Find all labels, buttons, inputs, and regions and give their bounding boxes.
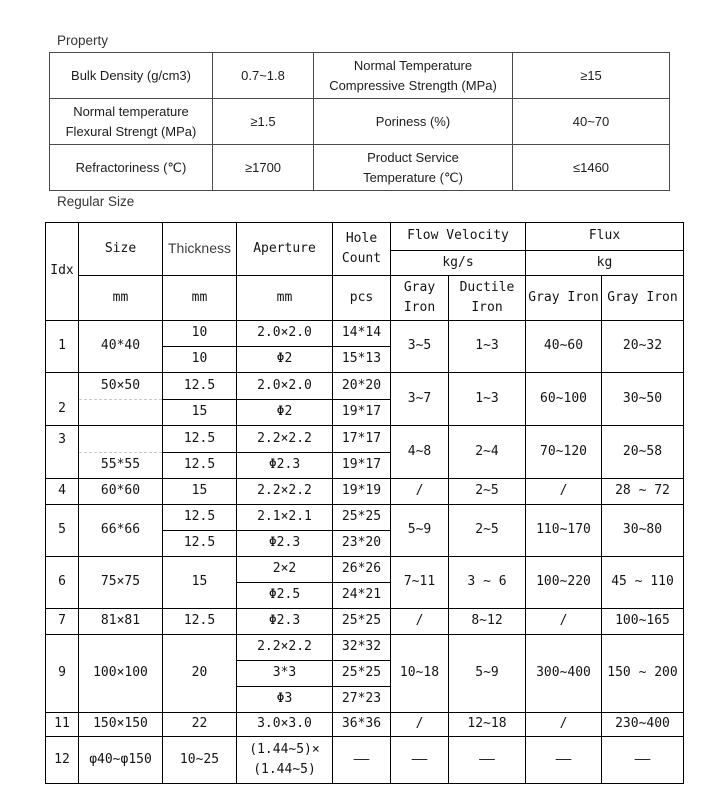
header-gray-iron: Gray Iron xyxy=(391,276,449,321)
cell-aperture-line: (1.44~5) xyxy=(253,762,316,777)
cell-flow-gray: —— xyxy=(391,737,449,784)
property-label: Refractoriness (℃) xyxy=(50,145,213,191)
cell-size: 60*60 xyxy=(79,479,163,505)
unit-mm: mm xyxy=(163,276,237,321)
header-flux: Flux xyxy=(526,223,684,251)
cell-size: 40*40 xyxy=(79,321,163,373)
cell-idx: 12 xyxy=(46,737,79,784)
cell-holes: 20*20 xyxy=(333,373,391,400)
header-aperture: Aperture xyxy=(237,223,333,276)
cell-aperture: 2.2×2.2 xyxy=(237,635,333,661)
property-label-line: Normal temperature xyxy=(73,104,189,119)
cell-flux-gray: / xyxy=(526,479,602,505)
cell-holes: 17*17 xyxy=(333,426,391,453)
header-thickness: Thickness xyxy=(163,223,237,276)
header-size: Size xyxy=(79,223,163,276)
cell-idx: 1 xyxy=(46,321,79,373)
cell-thickness: 12.5 xyxy=(163,531,237,557)
size-row-6 xyxy=(46,557,684,583)
cell-aperture: 2.0×2.0 xyxy=(237,321,333,347)
cell-holes: —— xyxy=(333,737,391,784)
cell-flux-gray2: 20~58 xyxy=(602,426,684,479)
cell-size: 66*66 xyxy=(79,505,163,557)
property-label xyxy=(50,99,213,145)
property-value: 40~70 xyxy=(513,99,670,145)
cell-holes: 19*17 xyxy=(333,399,391,426)
size-row-2 xyxy=(46,373,684,400)
cell-flux-gray2: —— xyxy=(602,737,684,784)
cell-holes: 23*20 xyxy=(333,531,391,557)
cell-aperture: Φ2.3 xyxy=(237,609,333,635)
cell-flux-gray2: 45 ~ 110 xyxy=(602,557,684,609)
cell-aperture: 2.0×2.0 xyxy=(237,373,333,400)
cell-size: 150×150 xyxy=(79,713,163,737)
property-value: ≥15 xyxy=(513,53,670,99)
property-table xyxy=(49,52,670,191)
cell-flux-gray: 40~60 xyxy=(526,321,602,373)
cell-size: 100×100 xyxy=(79,635,163,713)
cell-flow-gray: / xyxy=(391,713,449,737)
header-gray-iron: Gray Iron xyxy=(602,276,684,321)
cell-size: 81×81 xyxy=(79,609,163,635)
size-row-3 xyxy=(46,426,684,453)
header-gray-iron: Gray Iron xyxy=(526,276,602,321)
header-hole-line: Hole xyxy=(345,230,378,246)
cell-aperture: 2.2×2.2 xyxy=(237,479,333,505)
cell-holes: 15*13 xyxy=(333,347,391,373)
property-label xyxy=(314,53,513,99)
cell-size xyxy=(79,426,163,479)
cell-flow-ductile: 2~4 xyxy=(449,426,526,479)
cell-flux-gray: 300~400 xyxy=(526,635,602,713)
cell-flux-gray2: 230~400 xyxy=(602,713,684,737)
size-header-row-3 xyxy=(46,276,684,321)
cell-flow-ductile: 5~9 xyxy=(449,635,526,713)
cell-aperture: 3.0×3.0 xyxy=(237,713,333,737)
cell-thickness: 15 xyxy=(163,479,237,505)
property-value: ≤1460 xyxy=(513,145,670,191)
cell-flow-ductile: 2~5 xyxy=(449,479,526,505)
cell-thickness: 10 xyxy=(163,321,237,347)
size-row-5 xyxy=(46,505,684,531)
cell-flux-gray2: 150 ~ 200 xyxy=(602,635,684,713)
cell-thickness: 22 xyxy=(163,713,237,737)
unit-mm: mm xyxy=(79,276,163,321)
cell-flow-gray: 5~9 xyxy=(391,505,449,557)
cell-idx: 7 xyxy=(46,609,79,635)
cell-holes: 27*23 xyxy=(333,687,391,713)
property-label-line: Temperature (℃) xyxy=(363,169,463,185)
cell-flow-gray: 4~8 xyxy=(391,426,449,479)
cell-idx: 11 xyxy=(46,713,79,737)
cell-holes: 19*17 xyxy=(333,452,391,479)
cell-holes: 14*14 xyxy=(333,321,391,347)
header-hole-count xyxy=(333,223,391,276)
cell-size-text: 50×50 xyxy=(100,377,141,393)
cell-idx: 9 xyxy=(46,635,79,713)
cell-size-text: 55*55 xyxy=(79,452,162,478)
cell-thickness: 12.5 xyxy=(163,452,237,479)
cell-aperture: 2.2×2.2 xyxy=(237,426,333,453)
cell-flow-ductile: —— xyxy=(449,737,526,784)
property-label xyxy=(314,145,513,191)
property-label-line: Normal Temperature xyxy=(353,58,473,73)
unit-mm: mm xyxy=(237,276,333,321)
cell-aperture: 2×2 xyxy=(237,557,333,583)
cell-aperture: 3*3 xyxy=(237,661,333,687)
header-flux-unit: kg xyxy=(526,251,684,276)
cell-flux-gray: / xyxy=(526,713,602,737)
property-label-line: Compressive Strength (MPa) xyxy=(329,77,497,93)
unit-pcs: pcs xyxy=(333,276,391,321)
cell-flux-gray: / xyxy=(526,609,602,635)
cell-flux-gray: 60~100 xyxy=(526,373,602,426)
property-label: Bulk Density (g/cm3) xyxy=(50,53,213,99)
cell-flux-gray: 110~170 xyxy=(526,505,602,557)
header-ductile-iron: Ductile Iron xyxy=(449,276,526,321)
cell-holes: 19*19 xyxy=(333,479,391,505)
cell-idx: 2 xyxy=(46,373,79,426)
cell-flow-gray: / xyxy=(391,609,449,635)
cell-aperture xyxy=(237,737,333,784)
cell-thickness: 12.5 xyxy=(163,505,237,531)
cell-aperture-line: (1.44~5)× xyxy=(249,741,320,757)
cell-holes: 36*36 xyxy=(333,713,391,737)
size-section-title: Regular Size xyxy=(57,194,135,209)
cell-flow-ductile: 12~18 xyxy=(449,713,526,737)
cell-flow-ductile: 2~5 xyxy=(449,505,526,557)
cell-aperture: Φ2 xyxy=(237,399,333,426)
header-flow-unit: kg/s xyxy=(391,251,526,276)
cell-thickness: 12.5 xyxy=(163,426,237,453)
property-value: 0.7~1.8 xyxy=(213,53,314,99)
cell-thickness: 12.5 xyxy=(163,609,237,635)
regular-size-table xyxy=(45,222,684,784)
header-hole-line: Count xyxy=(341,251,382,266)
cell-flow-ductile: 3 ~ 6 xyxy=(449,557,526,609)
cell-holes: 25*25 xyxy=(333,609,391,635)
cell-aperture: Φ2.5 xyxy=(237,583,333,609)
property-row xyxy=(50,99,670,145)
cell-aperture: Φ2 xyxy=(237,347,333,373)
cell-size: φ40~φ150 xyxy=(79,737,163,784)
cell-holes: 24*21 xyxy=(333,583,391,609)
cell-thickness: 15 xyxy=(163,557,237,609)
cell-idx: 5 xyxy=(46,505,79,557)
cell-holes: 25*25 xyxy=(333,661,391,687)
cell-flux-gray2: 28 ~ 72 xyxy=(602,479,684,505)
size-row-11 xyxy=(46,713,684,737)
cell-flux-gray2: 30~50 xyxy=(602,373,684,426)
cell-size xyxy=(79,373,163,426)
cell-aperture: 2.1×2.1 xyxy=(237,505,333,531)
property-row xyxy=(50,53,670,99)
header-idx: Idx xyxy=(46,223,79,321)
cell-aperture: Φ2.3 xyxy=(237,531,333,557)
header-flow-velocity: Flow Velocity xyxy=(391,223,526,251)
cell-thickness: 15 xyxy=(163,399,237,426)
size-row-7 xyxy=(46,609,684,635)
size-row-9 xyxy=(46,635,684,661)
cell-flux-gray2: 30~80 xyxy=(602,505,684,557)
cell-flux-gray: 100~220 xyxy=(526,557,602,609)
property-label-line: Flexural Strengt (MPa) xyxy=(65,123,197,139)
cell-aperture: Φ2.3 xyxy=(237,452,333,479)
cell-idx: 4 xyxy=(46,479,79,505)
cell-thickness: 10~25 xyxy=(163,737,237,784)
cell-flux-gray2: 20~32 xyxy=(602,321,684,373)
cell-flux-gray: —— xyxy=(526,737,602,784)
cell-flow-ductile: 1~3 xyxy=(449,373,526,426)
cell-aperture: Φ3 xyxy=(237,687,333,713)
cell-thickness: 20 xyxy=(163,635,237,713)
cell-holes: 32*32 xyxy=(333,635,391,661)
cell-size-empty xyxy=(79,426,162,452)
cell-idx: 6 xyxy=(46,557,79,609)
property-value: ≥1.5 xyxy=(213,99,314,145)
cell-size-empty xyxy=(79,399,162,425)
size-row-1 xyxy=(46,321,684,347)
property-value: ≥1700 xyxy=(213,145,314,191)
cell-flux-gray: 70~120 xyxy=(526,426,602,479)
cell-thickness: 12.5 xyxy=(163,373,237,400)
cell-flow-gray: 3~5 xyxy=(391,321,449,373)
size-row-12 xyxy=(46,737,684,784)
property-row xyxy=(50,145,670,191)
property-label-line: Product Service xyxy=(367,150,459,165)
cell-flux-gray2: 100~165 xyxy=(602,609,684,635)
cell-flow-ductile: 8~12 xyxy=(449,609,526,635)
cell-idx: 3 xyxy=(46,426,79,479)
cell-flow-gray: 3~7 xyxy=(391,373,449,426)
cell-holes: 26*26 xyxy=(333,557,391,583)
cell-size: 75×75 xyxy=(79,557,163,609)
size-header-row-1 xyxy=(46,223,684,251)
cell-thickness: 10 xyxy=(163,347,237,373)
cell-flow-gray: / xyxy=(391,479,449,505)
property-section-title: Property xyxy=(57,33,109,48)
cell-flow-gray: 7~11 xyxy=(391,557,449,609)
property-label: Poriness (%) xyxy=(314,99,513,145)
size-row-4 xyxy=(46,479,684,505)
cell-holes: 25*25 xyxy=(333,505,391,531)
cell-flow-gray: 10~18 xyxy=(391,635,449,713)
cell-flow-ductile: 1~3 xyxy=(449,321,526,373)
